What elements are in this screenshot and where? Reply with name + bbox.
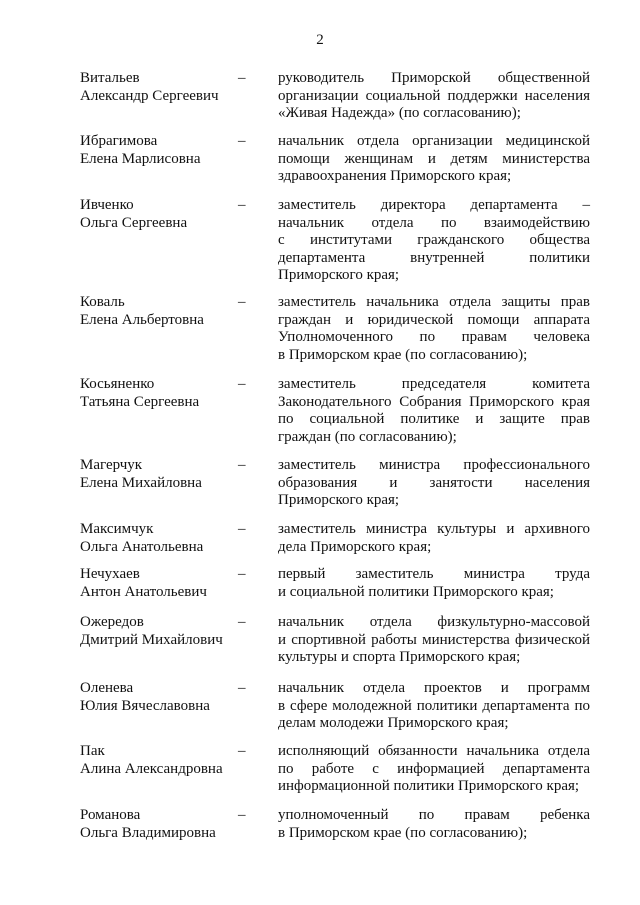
member-given-names: Ольга Владимировна xyxy=(80,824,216,841)
member-role xyxy=(278,521,590,556)
member-role xyxy=(278,294,590,364)
member-given-names: Александр Сергеевич xyxy=(80,87,219,104)
member-role xyxy=(278,457,590,510)
role-text-line: культуры и спорта Приморского края; xyxy=(278,649,521,666)
member-entry xyxy=(80,521,590,556)
member-role xyxy=(278,197,590,285)
dash-separator: – xyxy=(238,566,246,582)
role-text-line: исполняющий обязанности начальника отдела xyxy=(278,743,590,759)
member-surname: Косьяненко xyxy=(80,376,155,392)
role-text-line: начальник отдела проектов и программ xyxy=(278,680,590,696)
member-role xyxy=(278,743,590,796)
member-entry xyxy=(80,70,590,123)
member-name xyxy=(80,743,235,796)
member-given-names: Ольга Анатольевна xyxy=(80,538,204,555)
member-surname: Витальев xyxy=(80,70,140,86)
member-surname: Оленева xyxy=(80,680,134,696)
member-surname: Ивченко xyxy=(80,197,134,213)
role-text-line: заместитель начальника отдела защиты прав xyxy=(278,294,590,310)
member-name xyxy=(80,294,235,364)
role-text-line: по работе с информацией департамента xyxy=(278,760,590,777)
dash-separator: – xyxy=(238,197,246,213)
role-text-line: и спортивной работы министерства физической xyxy=(278,631,590,648)
role-text-line: информационной политики Приморского края; xyxy=(278,778,580,795)
member-role xyxy=(278,566,590,601)
role-text-line: здравоохранения Приморского края; xyxy=(278,168,512,185)
dash-separator: – xyxy=(238,521,246,537)
member-name xyxy=(80,133,235,186)
member-given-names: Елена Марлисовна xyxy=(80,150,201,167)
member-entry xyxy=(80,743,590,796)
role-text-line: делам молодежи Приморского края; xyxy=(278,715,509,732)
role-text-line: заместитель председателя комитета xyxy=(278,376,590,392)
member-given-names: Алина Александровна xyxy=(80,760,223,777)
role-text-line: заместитель министра профессионального xyxy=(278,457,590,473)
page-number: 2 xyxy=(316,32,324,48)
role-text-line: департамента внутренней политики xyxy=(278,249,590,266)
member-given-names: Антон Анатольевич xyxy=(80,583,207,600)
role-text-line: граждан и юридической помощи аппарата xyxy=(278,311,590,328)
dash-separator: – xyxy=(238,457,246,473)
role-text-line: организации социальной поддержки населения xyxy=(278,87,590,104)
member-entry xyxy=(80,680,590,733)
dash-separator: – xyxy=(238,807,246,823)
dash-separator: – xyxy=(238,743,246,759)
member-entry xyxy=(80,457,590,510)
member-given-names: Ольга Сергеевна xyxy=(80,214,188,231)
member-given-names: Юлия Вячеславовна xyxy=(80,697,210,714)
dash-separator: – xyxy=(238,70,246,86)
role-text-line: по социальной политике и защите прав xyxy=(278,411,590,428)
member-entry xyxy=(80,566,590,601)
member-name xyxy=(80,680,235,733)
role-text-line: уполномоченный по правам ребенка xyxy=(278,807,590,823)
member-surname: Ибрагимова xyxy=(80,133,158,149)
member-role xyxy=(278,680,590,733)
role-text-line: «Живая Надежда» (по согласованию); xyxy=(278,105,521,122)
role-text-line: Уполномоченного по правам человека xyxy=(278,329,590,346)
role-text-line: начальник отдела организации медицинской xyxy=(278,133,590,149)
member-surname: Магерчук xyxy=(80,457,143,473)
member-surname: Нечухаев xyxy=(80,566,140,582)
member-name xyxy=(80,566,235,601)
member-surname: Максимчук xyxy=(80,521,154,537)
member-surname: Коваль xyxy=(80,294,125,310)
member-name xyxy=(80,457,235,510)
role-text-line: руководитель Приморской общественной xyxy=(278,70,590,86)
role-text-line: первый заместитель министра труда xyxy=(278,566,590,582)
role-text-line: и социальной политики Приморского края; xyxy=(278,583,554,600)
role-text-line: Приморского края; xyxy=(278,492,400,509)
dash-separator: – xyxy=(238,294,246,310)
member-name xyxy=(80,807,235,842)
dash-separator: – xyxy=(238,614,246,630)
member-name xyxy=(80,614,235,667)
member-given-names: Дмитрий Михайлович xyxy=(80,631,223,648)
member-entry xyxy=(80,197,590,285)
role-text-line: дела Приморского края; xyxy=(278,538,432,555)
member-given-names: Елена Альбертовна xyxy=(80,311,204,328)
member-entry xyxy=(80,133,590,186)
role-text-line: образования и занятости населения xyxy=(278,474,590,491)
member-entry xyxy=(80,807,590,842)
role-text-line: Приморского края; xyxy=(278,267,400,284)
member-name xyxy=(80,70,235,123)
member-surname: Романова xyxy=(80,807,141,823)
member-surname: Ожередов xyxy=(80,614,144,630)
role-text-line: заместитель министра культуры и архивного xyxy=(278,521,590,537)
member-entry xyxy=(80,614,590,667)
dash-separator: – xyxy=(238,133,246,149)
role-text-line: заместитель директора департамента – xyxy=(278,197,590,213)
role-text-line: в Приморском крае (по согласованию); xyxy=(278,824,528,841)
member-given-names: Татьяна Сергеевна xyxy=(80,393,200,410)
member-role xyxy=(278,376,590,446)
member-role xyxy=(278,614,590,667)
member-role xyxy=(278,133,590,186)
role-text-line: в Приморском крае (по согласованию); xyxy=(278,346,528,363)
role-text-line: в сфере молодежной политики департамента по xyxy=(278,697,590,714)
member-role xyxy=(278,807,590,842)
role-text-line: помощи женщинам и детям министерства xyxy=(278,150,590,167)
member-entry xyxy=(80,376,590,446)
role-text-line: начальник отдела по взаимодействию xyxy=(278,214,590,231)
role-text-line: граждан (по согласованию); xyxy=(278,428,457,445)
member-role xyxy=(278,70,590,123)
member-name xyxy=(80,376,235,446)
role-text-line: Законодательного Собрания Приморского края xyxy=(278,393,590,410)
member-given-names: Елена Михайловна xyxy=(80,474,202,491)
member-entry xyxy=(80,294,590,364)
member-name xyxy=(80,197,235,285)
role-text-line: с институтами гражданского общества xyxy=(278,232,590,249)
member-surname: Пак xyxy=(80,743,105,759)
role-text-line: начальник отдела физкультурно-массовой xyxy=(278,614,590,630)
member-name xyxy=(80,521,235,556)
dash-separator: – xyxy=(238,376,246,392)
dash-separator: – xyxy=(238,680,246,696)
